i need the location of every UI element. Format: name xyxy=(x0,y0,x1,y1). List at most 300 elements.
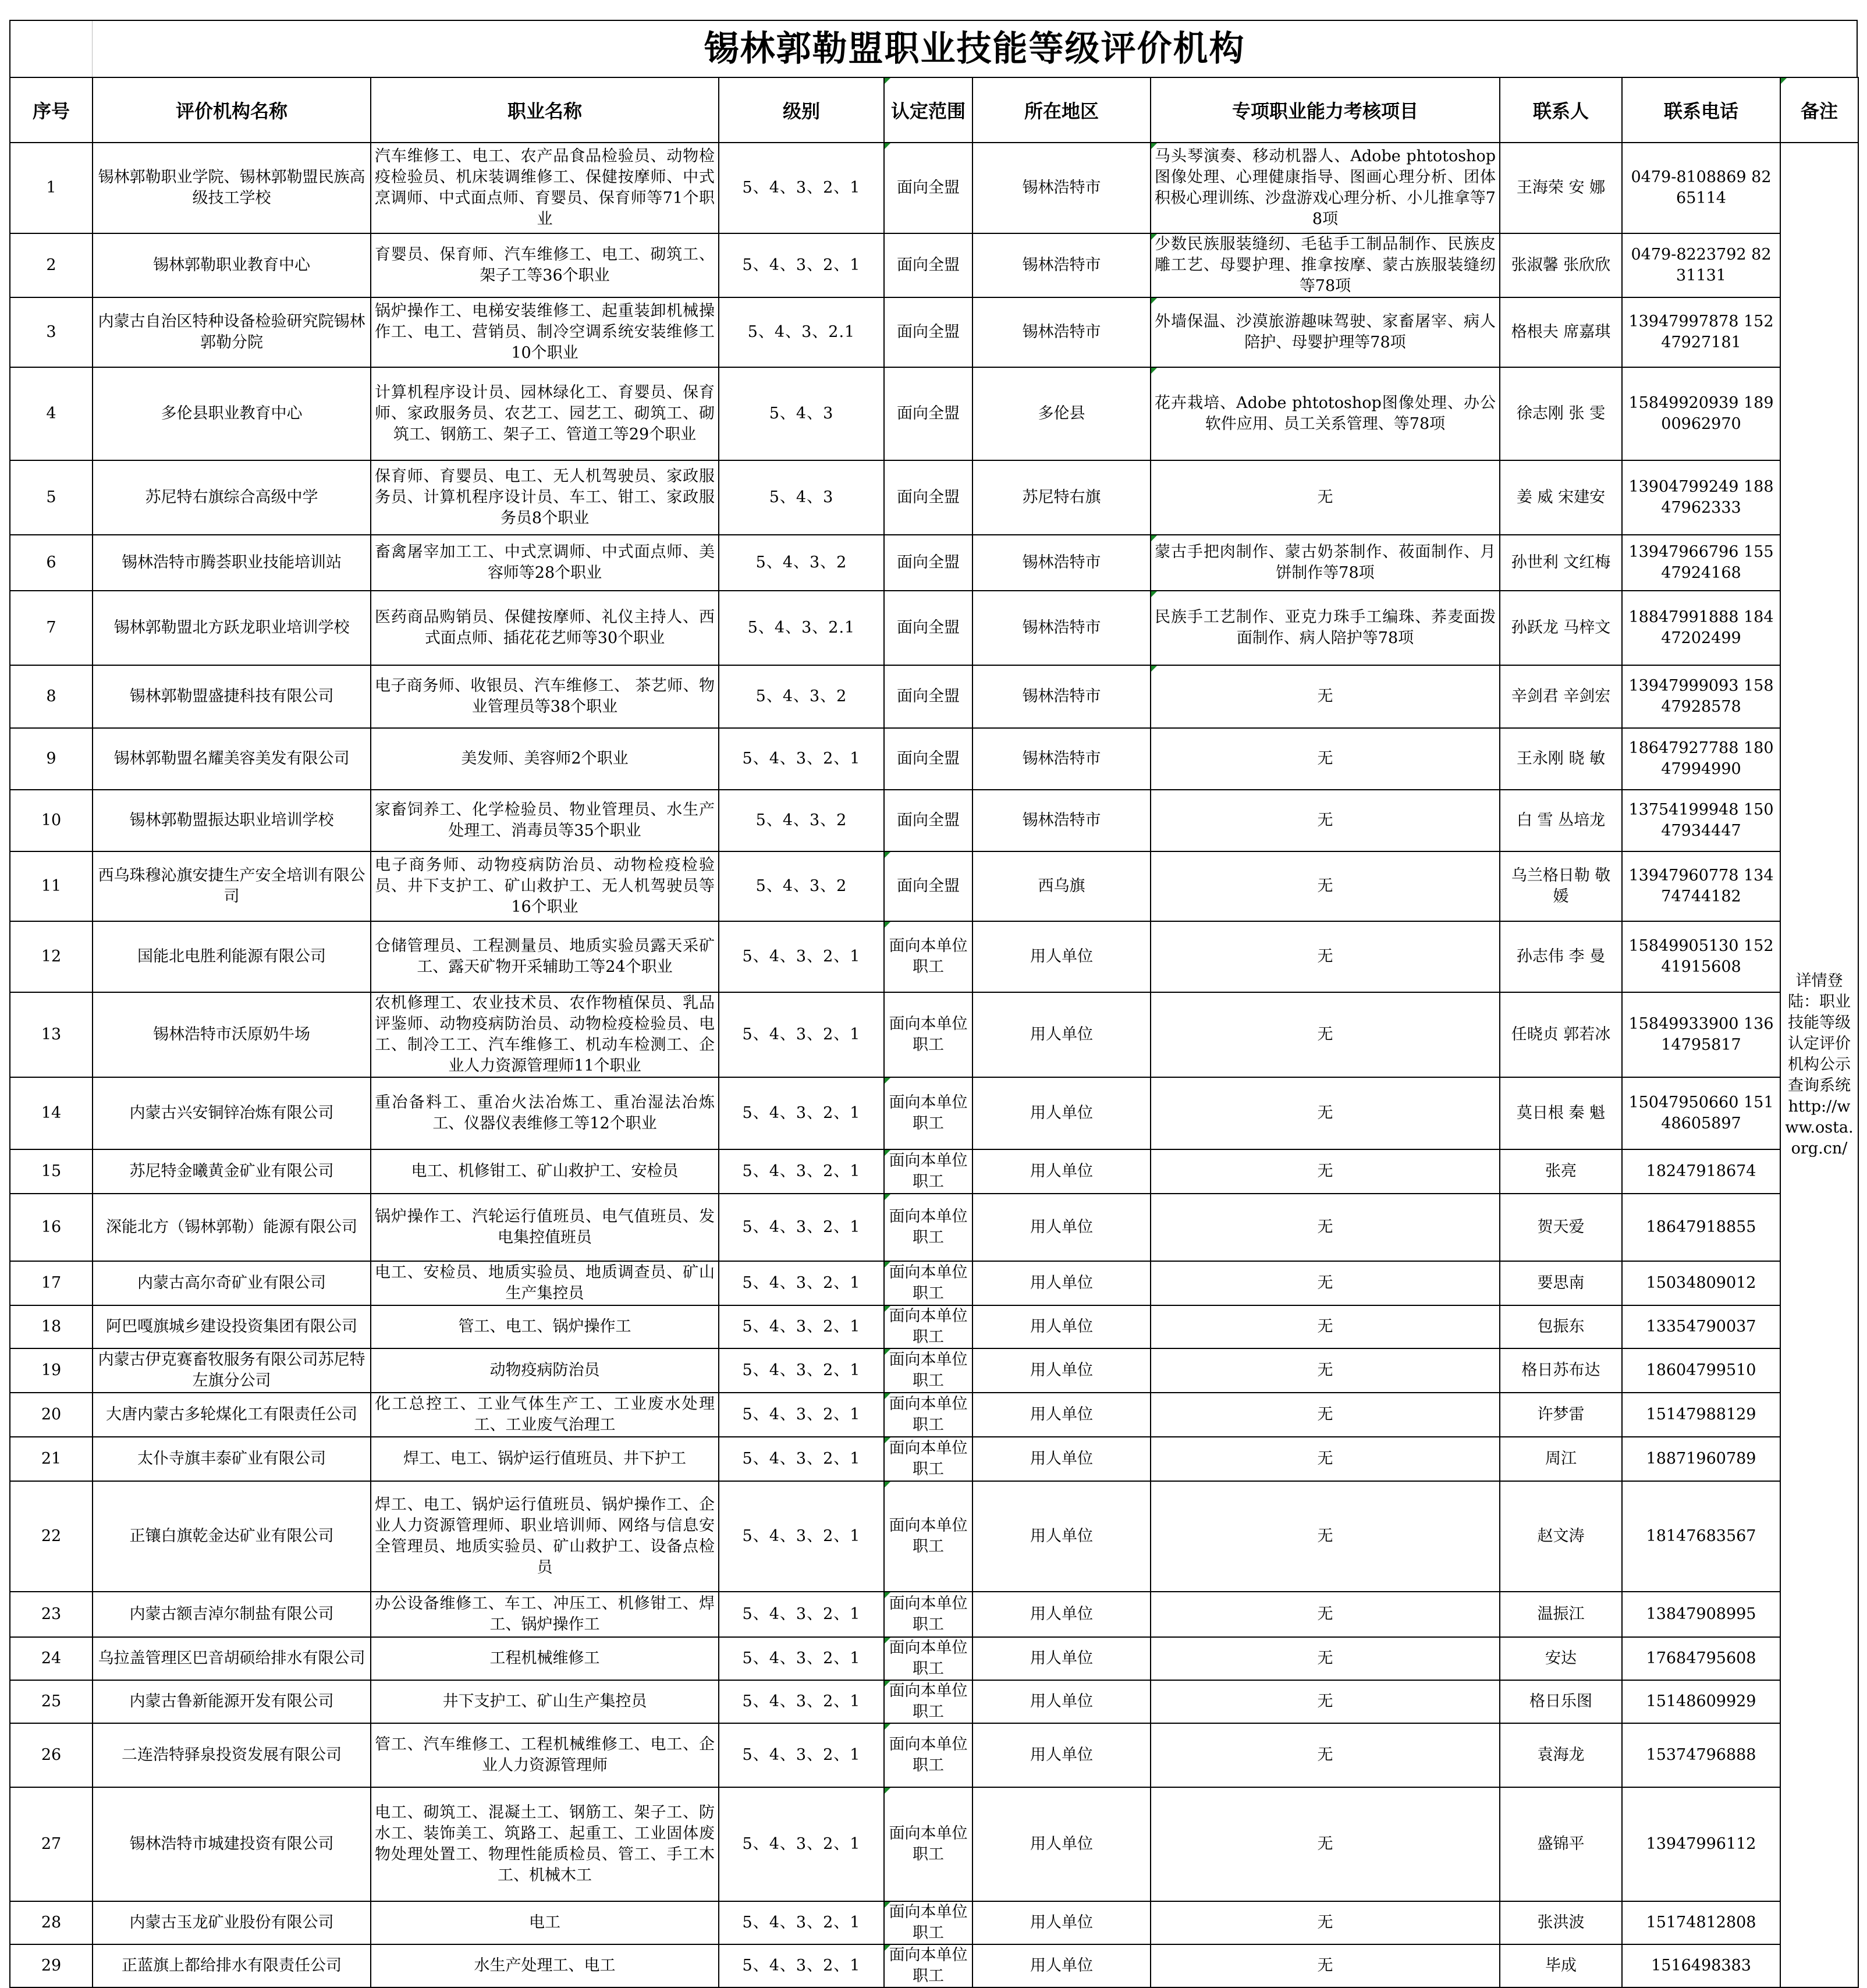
phone-cell: 15374796888 xyxy=(1622,1723,1780,1787)
row-no-cell: 5 xyxy=(10,460,93,535)
page-title: 锡林郭勒盟职业技能等级评价机构 xyxy=(704,29,1245,69)
contact-cell: 徐志刚 张 雯 xyxy=(1500,367,1622,460)
scope-cell: 面向本单位职工 xyxy=(884,1149,972,1194)
org-name-cell: 内蒙古额吉淖尔制盐有限公司 xyxy=(93,1592,371,1637)
contact-cell: 王永刚 晓 敏 xyxy=(1500,728,1622,790)
region-cell: 用人单位 xyxy=(972,1437,1151,1481)
phone-cell: 13947997878 15247927181 xyxy=(1622,297,1780,367)
table-row xyxy=(10,1901,1858,1944)
phone-cell: 18847991888 18447202499 xyxy=(1622,591,1780,665)
scope-cell: 面向全盟 xyxy=(884,143,972,233)
special-items-cell: 无 xyxy=(1151,1348,1500,1393)
level-cell: 5、4、3、2、1 xyxy=(719,1393,884,1437)
org-name-cell: 锡林郭勒职业教育中心 xyxy=(93,233,371,297)
jobs-cell: 计算机程序设计员、园林绿化工、育婴员、保育师、家政服务员、农艺工、园艺工、砌筑工、砌筑工、钢筋工、架子工、管道工等29个职业 xyxy=(371,367,719,460)
row-no-cell: 20 xyxy=(10,1393,93,1437)
org-name-cell: 苏尼特右旗综合高级中学 xyxy=(93,460,371,535)
table-row xyxy=(10,1723,1858,1787)
phone-cell: 1516498383 xyxy=(1622,1944,1780,1987)
phone-cell: 13904799249 18847962333 xyxy=(1622,460,1780,535)
jobs-cell: 电工、安检员、地质实验员、地质调查员、矿山生产集控员 xyxy=(371,1261,719,1305)
special-items-cell: 无 xyxy=(1151,1901,1500,1944)
contact-cell: 孙志伟 李 曼 xyxy=(1500,921,1622,992)
row-no-cell: 17 xyxy=(10,1261,93,1305)
jobs-cell: 育婴员、保育师、汽车维修工、电工、砌筑工、架子工等36个职业 xyxy=(371,233,719,297)
region-cell: 锡林浩特市 xyxy=(972,233,1151,297)
table-row xyxy=(10,535,1858,591)
phone-cell: 13754199948 15047934447 xyxy=(1622,790,1780,851)
table-row xyxy=(10,851,1858,921)
special-items-cell: 无 xyxy=(1151,1149,1500,1194)
level-cell: 5、4、3 xyxy=(719,460,884,535)
org-name-cell: 正蓝旗上都给排水有限责任公司 xyxy=(93,1944,371,1987)
table-row xyxy=(10,1393,1858,1437)
phone-cell: 18604799510 xyxy=(1622,1348,1780,1393)
level-cell: 5、4、3、2、1 xyxy=(719,143,884,233)
row-no-cell: 11 xyxy=(10,851,93,921)
special-items-cell: 无 xyxy=(1151,665,1500,728)
contact-cell: 张亮 xyxy=(1500,1149,1622,1194)
row-no-cell: 16 xyxy=(10,1194,93,1261)
level-cell: 5、4、3、2、1 xyxy=(719,1437,884,1481)
org-name-cell: 阿巴嘎旗城乡建设投资集团有限公司 xyxy=(93,1305,371,1348)
region-cell: 用人单位 xyxy=(972,1901,1151,1944)
special-items-cell: 无 xyxy=(1151,1393,1500,1437)
level-cell: 5、4、3、2、1 xyxy=(719,1680,884,1723)
contact-cell: 包振东 xyxy=(1500,1305,1622,1348)
phone-cell: 15174812808 xyxy=(1622,1901,1780,1944)
header-level: 级别 xyxy=(719,77,884,143)
header-contact: 联系人 xyxy=(1500,77,1622,143)
header-org: 评价机构名称 xyxy=(93,77,371,143)
scope-cell: 面向全盟 xyxy=(884,591,972,665)
jobs-cell: 电工、砌筑工、混凝土工、钢筋工、架子工、防水工、装饰美工、筑路工、起重工、工业固体废物处理处置工、物理性能质检员、管工、手工木工、机械木工 xyxy=(371,1787,719,1901)
scope-cell: 面向本单位职工 xyxy=(884,1393,972,1437)
row-no-cell: 14 xyxy=(10,1077,93,1149)
jobs-cell: 电子商务师、收银员、汽车维修工、 茶艺师、物业管理员等38个职业 xyxy=(371,665,719,728)
phone-cell: 15849920939 18900962970 xyxy=(1622,367,1780,460)
scope-cell: 面向全盟 xyxy=(884,665,972,728)
level-cell: 5、4、3 xyxy=(719,367,884,460)
jobs-cell: 农机修理工、农业技术员、农作物植保员、乳品评鉴师、动物疫病防治员、动物检疫检验员、电工、制冷工工、汽车维修工、机动车检测工、企业人力资源管理师11个职业 xyxy=(371,992,719,1077)
org-name-cell: 国能北电胜利能源有限公司 xyxy=(93,921,371,992)
scope-cell: 面向全盟 xyxy=(884,535,972,591)
region-cell: 用人单位 xyxy=(972,1481,1151,1592)
scope-cell: 面向全盟 xyxy=(884,460,972,535)
special-items-cell: 无 xyxy=(1151,728,1500,790)
title-spacer xyxy=(10,21,93,77)
scope-cell: 面向本单位职工 xyxy=(884,1194,972,1261)
table-row xyxy=(10,790,1858,851)
level-cell: 5、4、3、2 xyxy=(719,851,884,921)
region-cell: 锡林浩特市 xyxy=(972,143,1151,233)
phone-cell: 15047950660 15148605897 xyxy=(1622,1077,1780,1149)
jobs-cell: 工程机械维修工 xyxy=(371,1637,719,1680)
region-cell: 用人单位 xyxy=(972,1305,1151,1348)
jobs-cell: 水生产处理工、电工 xyxy=(371,1944,719,1987)
special-items-cell: 无 xyxy=(1151,1944,1500,1987)
table-row xyxy=(10,1077,1858,1149)
jobs-cell: 电子商务师、动物疫病防治员、动物检疫检验员、井下支护工、矿山救护工、无人机驾驶员等16个职业 xyxy=(371,851,719,921)
table-row xyxy=(10,460,1858,535)
special-items-cell: 无 xyxy=(1151,921,1500,992)
table-row xyxy=(10,1348,1858,1393)
region-cell: 用人单位 xyxy=(972,1194,1151,1261)
region-cell: 用人单位 xyxy=(972,921,1151,992)
org-name-cell: 正镶白旗乾金达矿业有限公司 xyxy=(93,1481,371,1592)
scope-cell: 面向全盟 xyxy=(884,233,972,297)
level-cell: 5、4、3、2、1 xyxy=(719,728,884,790)
region-cell: 用人单位 xyxy=(972,1393,1151,1437)
contact-cell: 乌兰格日勒 敬 媛 xyxy=(1500,851,1622,921)
scope-cell: 面向全盟 xyxy=(884,790,972,851)
phone-cell: 13947966796 15547924168 xyxy=(1622,535,1780,591)
contact-cell: 许梦雷 xyxy=(1500,1393,1622,1437)
level-cell: 5、4、3、2、1 xyxy=(719,992,884,1077)
jobs-cell: 医药商品购销员、保健按摩师、礼仪主持人、西式面点师、插花花艺师等30个职业 xyxy=(371,591,719,665)
table-row xyxy=(10,1437,1858,1481)
region-cell: 用人单位 xyxy=(972,1348,1151,1393)
level-cell: 5、4、3、2、1 xyxy=(719,1481,884,1592)
contact-cell: 贺天爱 xyxy=(1500,1194,1622,1261)
contact-cell: 莫日根 秦 魁 xyxy=(1500,1077,1622,1149)
note-cell xyxy=(1780,143,1858,1987)
phone-cell: 13947999093 15847928578 xyxy=(1622,665,1780,728)
contact-cell: 格根夫 席嘉琪 xyxy=(1500,297,1622,367)
row-no-cell: 28 xyxy=(10,1901,93,1944)
contact-cell: 周江 xyxy=(1500,1437,1622,1481)
row-no-cell: 3 xyxy=(10,297,93,367)
header-row xyxy=(10,77,1858,143)
org-name-cell: 内蒙古兴安铜锌冶炼有限公司 xyxy=(93,1077,371,1149)
jobs-cell: 锅炉操作工、电梯安装维修工、起重装卸机械操作工、电工、营销员、制冷空调系统安装维修工10个职业 xyxy=(371,297,719,367)
level-cell: 5、4、3、2、1 xyxy=(719,1261,884,1305)
row-no-cell: 18 xyxy=(10,1305,93,1348)
jobs-cell: 电工、机修钳工、矿山救护工、安检员 xyxy=(371,1149,719,1194)
special-items-cell: 外墙保温、沙漠旅游趣味驾驶、家畜屠宰、病人陪护、母婴护理等78项 xyxy=(1151,297,1500,367)
row-no-cell: 13 xyxy=(10,992,93,1077)
table-row xyxy=(10,1481,1858,1592)
phone-cell: 13947996112 xyxy=(1622,1787,1780,1901)
region-cell: 用人单位 xyxy=(972,1261,1151,1305)
table-row xyxy=(10,1637,1858,1680)
header-note: 备注 xyxy=(1780,77,1858,143)
level-cell: 5、4、3、2、1 xyxy=(719,921,884,992)
row-no-cell: 9 xyxy=(10,728,93,790)
region-cell: 多伦县 xyxy=(972,367,1151,460)
header-special: 专项职业能力考核项目 xyxy=(1151,77,1500,143)
region-cell: 用人单位 xyxy=(972,1592,1151,1637)
scope-cell: 面向本单位职工 xyxy=(884,1723,972,1787)
table-row xyxy=(10,1194,1858,1261)
org-name-cell: 锡林郭勒盟振达职业培训学校 xyxy=(93,790,371,851)
row-no-cell: 6 xyxy=(10,535,93,591)
contact-cell: 张洪波 xyxy=(1500,1901,1622,1944)
level-cell: 5、4、3、2、1 xyxy=(719,1787,884,1901)
scope-cell: 面向本单位职工 xyxy=(884,1680,972,1723)
jobs-cell: 美发师、美容师2个职业 xyxy=(371,728,719,790)
scope-cell: 面向本单位职工 xyxy=(884,1261,972,1305)
title-bar xyxy=(9,20,1858,77)
scope-cell: 面向全盟 xyxy=(884,297,972,367)
row-no-cell: 27 xyxy=(10,1787,93,1901)
special-items-cell: 无 xyxy=(1151,460,1500,535)
table-row xyxy=(10,297,1858,367)
table-row xyxy=(10,143,1858,233)
scope-cell: 面向本单位职工 xyxy=(884,1437,972,1481)
region-cell: 苏尼特右旗 xyxy=(972,460,1151,535)
table-row xyxy=(10,233,1858,297)
row-no-cell: 24 xyxy=(10,1637,93,1680)
table-row xyxy=(10,992,1858,1077)
jobs-cell: 化工总控工、工业气体生产工、工业废水处理工、工业废气治理工 xyxy=(371,1393,719,1437)
row-no-cell: 22 xyxy=(10,1481,93,1592)
row-no-cell: 12 xyxy=(10,921,93,992)
row-no-cell: 15 xyxy=(10,1149,93,1194)
level-cell: 5、4、3、2 xyxy=(719,665,884,728)
scope-cell: 面向本单位职工 xyxy=(884,1481,972,1592)
contact-cell: 要思南 xyxy=(1500,1261,1622,1305)
contact-cell: 盛锦平 xyxy=(1500,1787,1622,1901)
scope-cell: 面向本单位职工 xyxy=(884,1637,972,1680)
org-name-cell: 内蒙古伊克赛畜牧服务有限公司苏尼特左旗分公司 xyxy=(93,1348,371,1393)
row-no-cell: 26 xyxy=(10,1723,93,1787)
scope-cell: 面向本单位职工 xyxy=(884,1901,972,1944)
contact-cell: 袁海龙 xyxy=(1500,1723,1622,1787)
note-text: 详情登陆：职业技能等级认定评价机构公示查询系统http://www.osta.org.cn/ xyxy=(1785,972,1854,1158)
contact-cell: 王海荣 安 娜 xyxy=(1500,143,1622,233)
jobs-cell: 汽车维修工、电工、农产品食品检验员、动物检疫检验员、机床装调维修工、保健按摩师、中式烹调师、中式面点师、育婴员、保育师等71个职业 xyxy=(371,143,719,233)
table-row xyxy=(10,1305,1858,1348)
region-cell: 用人单位 xyxy=(972,1944,1151,1987)
table-row xyxy=(10,1149,1858,1194)
table-row xyxy=(10,1680,1858,1723)
special-items-cell: 无 xyxy=(1151,1637,1500,1680)
contact-cell: 格日乐图 xyxy=(1500,1680,1622,1723)
level-cell: 5、4、3、2 xyxy=(719,535,884,591)
special-items-cell: 无 xyxy=(1151,1077,1500,1149)
special-items-cell: 无 xyxy=(1151,1787,1500,1901)
row-no-cell: 2 xyxy=(10,233,93,297)
row-no-cell: 29 xyxy=(10,1944,93,1987)
jobs-cell: 动物疫病防治员 xyxy=(371,1348,719,1393)
row-no-cell: 8 xyxy=(10,665,93,728)
row-no-cell: 25 xyxy=(10,1680,93,1723)
row-no-cell: 10 xyxy=(10,790,93,851)
region-cell: 锡林浩特市 xyxy=(972,297,1151,367)
org-name-cell: 多伦县职业教育中心 xyxy=(93,367,371,460)
scope-cell: 面向本单位职工 xyxy=(884,1944,972,1987)
special-items-cell: 无 xyxy=(1151,1680,1500,1723)
level-cell: 5、4、3、2.1 xyxy=(719,591,884,665)
org-name-cell: 大唐内蒙古多轮煤化工有限责任公司 xyxy=(93,1393,371,1437)
jobs-cell: 焊工、电工、锅炉运行值班员、锅炉操作工、企业人力资源管理师、职业培训师、网络与信息安全管理员、地质实验员、矿山救护工、设备点检员 xyxy=(371,1481,719,1592)
jobs-cell: 畜禽屠宰加工工、中式烹调师、中式面点师、美容师等28个职业 xyxy=(371,535,719,591)
scope-cell: 面向全盟 xyxy=(884,851,972,921)
org-name-cell: 内蒙古高尔奇矿业有限公司 xyxy=(93,1261,371,1305)
org-name-cell: 苏尼特金曦黄金矿业有限公司 xyxy=(93,1149,371,1194)
special-items-cell: 少数民族服装缝纫、毛毡手工制品制作、民族皮雕工艺、母婴护理、推拿按摩、蒙古族服装缝纫等78项 xyxy=(1151,233,1500,297)
phone-cell: 15849933900 13614795817 xyxy=(1622,992,1780,1077)
jobs-cell: 重冶备料工、重冶火法冶炼工、重冶湿法冶炼工、仪器仪表维修工等12个职业 xyxy=(371,1077,719,1149)
level-cell: 5、4、3、2、1 xyxy=(719,1637,884,1680)
table-body xyxy=(10,143,1858,1987)
contact-cell: 孙世利 文红梅 xyxy=(1500,535,1622,591)
special-items-cell: 无 xyxy=(1151,1592,1500,1637)
region-cell: 锡林浩特市 xyxy=(972,790,1151,851)
jobs-cell: 锅炉操作工、汽轮运行值班员、电气值班员、发电集控值班员 xyxy=(371,1194,719,1261)
org-name-cell: 内蒙古玉龙矿业股份有限公司 xyxy=(93,1901,371,1944)
contact-cell: 赵文涛 xyxy=(1500,1481,1622,1592)
org-name-cell: 锡林郭勒盟名耀美容美发有限公司 xyxy=(93,728,371,790)
org-name-cell: 锡林浩特市沃原奶牛场 xyxy=(93,992,371,1077)
jobs-cell: 管工、电工、锅炉操作工 xyxy=(371,1305,719,1348)
row-no-cell: 1 xyxy=(10,143,93,233)
table-row xyxy=(10,921,1858,992)
org-name-cell: 深能北方（锡林郭勒）能源有限公司 xyxy=(93,1194,371,1261)
header-no: 序号 xyxy=(10,77,93,143)
org-name-cell: 锡林浩特市城建投资有限公司 xyxy=(93,1787,371,1901)
org-name-cell: 内蒙古鲁新能源开发有限公司 xyxy=(93,1680,371,1723)
level-cell: 5、4、3、2.1 xyxy=(719,297,884,367)
level-cell: 5、4、3、2、1 xyxy=(719,1077,884,1149)
org-name-cell: 锡林郭勒职业学院、锡林郭勒盟民族高级技工学校 xyxy=(93,143,371,233)
scope-cell: 面向本单位职工 xyxy=(884,1592,972,1637)
level-cell: 5、4、3、2、1 xyxy=(719,1592,884,1637)
org-name-cell: 锡林郭勒盟北方跃龙职业培训学校 xyxy=(93,591,371,665)
document-sheet xyxy=(9,20,1858,1988)
scope-cell: 面向本单位职工 xyxy=(884,1348,972,1393)
table-row xyxy=(10,728,1858,790)
contact-cell: 毕成 xyxy=(1500,1944,1622,1987)
level-cell: 5、4、3、2、1 xyxy=(719,1944,884,1987)
special-items-cell: 无 xyxy=(1151,1194,1500,1261)
contact-cell: 任晓贞 郭若冰 xyxy=(1500,992,1622,1077)
jobs-cell: 办公设备维修工、车工、冲压工、机修钳工、焊工、锅炉操作工 xyxy=(371,1592,719,1637)
phone-cell: 18647927788 18047994990 xyxy=(1622,728,1780,790)
org-name-cell: 锡林浩特市腾荟职业技能培训站 xyxy=(93,535,371,591)
special-items-cell: 无 xyxy=(1151,1305,1500,1348)
region-cell: 锡林浩特市 xyxy=(972,665,1151,728)
scope-cell: 面向本单位职工 xyxy=(884,1787,972,1901)
region-cell: 用人单位 xyxy=(972,1680,1151,1723)
contact-cell: 安达 xyxy=(1500,1637,1622,1680)
special-items-cell: 无 xyxy=(1151,992,1500,1077)
jobs-cell: 井下支护工、矿山生产集控员 xyxy=(371,1680,719,1723)
scope-cell: 面向本单位职工 xyxy=(884,1077,972,1149)
row-no-cell: 4 xyxy=(10,367,93,460)
jobs-cell: 电工 xyxy=(371,1901,719,1944)
phone-cell: 13354790037 xyxy=(1622,1305,1780,1348)
jobs-cell: 保育师、育婴员、电工、无人机驾驶员、家政服务员、计算机程序设计员、车工、钳工、家政服务员8个职业 xyxy=(371,460,719,535)
phone-cell: 18247918674 xyxy=(1622,1149,1780,1194)
region-cell: 锡林浩特市 xyxy=(972,728,1151,790)
org-name-cell: 乌拉盖管理区巴音胡硕给排水有限公司 xyxy=(93,1637,371,1680)
org-name-cell: 西乌珠穆沁旗安捷生产安全培训有限公司 xyxy=(93,851,371,921)
phone-cell: 15147988129 xyxy=(1622,1393,1780,1437)
scope-cell: 面向本单位职工 xyxy=(884,992,972,1077)
region-cell: 西乌旗 xyxy=(972,851,1151,921)
phone-cell: 18647918855 xyxy=(1622,1194,1780,1261)
row-no-cell: 21 xyxy=(10,1437,93,1481)
phone-cell: 17684795608 xyxy=(1622,1637,1780,1680)
region-cell: 用人单位 xyxy=(972,1637,1151,1680)
contact-cell: 孙跃龙 马梓文 xyxy=(1500,591,1622,665)
phone-cell: 13947960778 13474744182 xyxy=(1622,851,1780,921)
table-row xyxy=(10,367,1858,460)
level-cell: 5、4、3、2、1 xyxy=(719,233,884,297)
jobs-cell: 管工、汽车维修工、工程机械维修工、电工、企业人力资源管理师 xyxy=(371,1723,719,1787)
phone-cell: 15849905130 15241915608 xyxy=(1622,921,1780,992)
institution-table xyxy=(9,77,1859,1988)
contact-cell: 白 雪 丛培龙 xyxy=(1500,790,1622,851)
region-cell: 锡林浩特市 xyxy=(972,591,1151,665)
scope-cell: 面向本单位职工 xyxy=(884,921,972,992)
contact-cell: 温振江 xyxy=(1500,1592,1622,1637)
level-cell: 5、4、3、2、1 xyxy=(719,1348,884,1393)
scope-cell: 面向全盟 xyxy=(884,367,972,460)
level-cell: 5、4、3、2、1 xyxy=(719,1901,884,1944)
region-cell: 用人单位 xyxy=(972,1723,1151,1787)
org-name-cell: 内蒙古自治区特种设备检验研究院锡林郭勒分院 xyxy=(93,297,371,367)
jobs-cell: 家畜饲养工、化学检验员、物业管理员、水生产处理工、消毒员等35个职业 xyxy=(371,790,719,851)
header-jobs: 职业名称 xyxy=(371,77,719,143)
header-region: 所在地区 xyxy=(972,77,1151,143)
special-items-cell: 蒙古手把肉制作、蒙古奶茶制作、莜面制作、月饼制作等78项 xyxy=(1151,535,1500,591)
org-name-cell: 锡林郭勒盟盛捷科技有限公司 xyxy=(93,665,371,728)
org-name-cell: 二连浩特驿泉投资发展有限公司 xyxy=(93,1723,371,1787)
row-no-cell: 19 xyxy=(10,1348,93,1393)
special-items-cell: 马头琴演奏、移动机器人、Adobe phtotoshop图像处理、心理健康指导、图画心理分析、团体积极心理训练、沙盘游戏心理分析、小儿推拿等78项 xyxy=(1151,143,1500,233)
row-no-cell: 7 xyxy=(10,591,93,665)
phone-cell: 0479-8108869 8265114 xyxy=(1622,143,1780,233)
special-items-cell: 无 xyxy=(1151,1481,1500,1592)
phone-cell: 18871960789 xyxy=(1622,1437,1780,1481)
org-name-cell: 太仆寺旗丰泰矿业有限公司 xyxy=(93,1437,371,1481)
table-row xyxy=(10,1944,1858,1987)
scope-cell: 面向本单位职工 xyxy=(884,1305,972,1348)
table-row xyxy=(10,665,1858,728)
contact-cell: 格日苏布达 xyxy=(1500,1348,1622,1393)
jobs-cell: 仓储管理员、工程测量员、地质实验员露天采矿工、露天矿物开采辅助工等24个职业 xyxy=(371,921,719,992)
level-cell: 5、4、3、2、1 xyxy=(719,1194,884,1261)
special-items-cell: 无 xyxy=(1151,851,1500,921)
level-cell: 5、4、3、2、1 xyxy=(719,1149,884,1194)
level-cell: 5、4、3、2 xyxy=(719,790,884,851)
special-items-cell: 无 xyxy=(1151,1723,1500,1787)
row-no-cell: 23 xyxy=(10,1592,93,1637)
special-items-cell: 无 xyxy=(1151,1437,1500,1481)
region-cell: 用人单位 xyxy=(972,1149,1151,1194)
phone-cell: 15148609929 xyxy=(1622,1680,1780,1723)
region-cell: 锡林浩特市 xyxy=(972,535,1151,591)
header-phone: 联系电话 xyxy=(1622,77,1780,143)
special-items-cell: 花卉栽培、Adobe phtotoshop图像处理、办公软件应用、员工关系管理、等78项 xyxy=(1151,367,1500,460)
phone-cell: 15034809012 xyxy=(1622,1261,1780,1305)
special-items-cell: 无 xyxy=(1151,1261,1500,1305)
region-cell: 用人单位 xyxy=(972,1077,1151,1149)
phone-cell: 13847908995 xyxy=(1622,1592,1780,1637)
level-cell: 5、4、3、2、1 xyxy=(719,1723,884,1787)
table-row xyxy=(10,1787,1858,1901)
table-row xyxy=(10,591,1858,665)
special-items-cell: 民族手工艺制作、亚克力珠手工编珠、荞麦面拨面制作、病人陪护等78项 xyxy=(1151,591,1500,665)
table-row xyxy=(10,1261,1858,1305)
contact-cell: 姜 威 宋建安 xyxy=(1500,460,1622,535)
special-items-cell: 无 xyxy=(1151,790,1500,851)
region-cell: 用人单位 xyxy=(972,992,1151,1077)
header-scope: 认定范围 xyxy=(884,77,972,143)
